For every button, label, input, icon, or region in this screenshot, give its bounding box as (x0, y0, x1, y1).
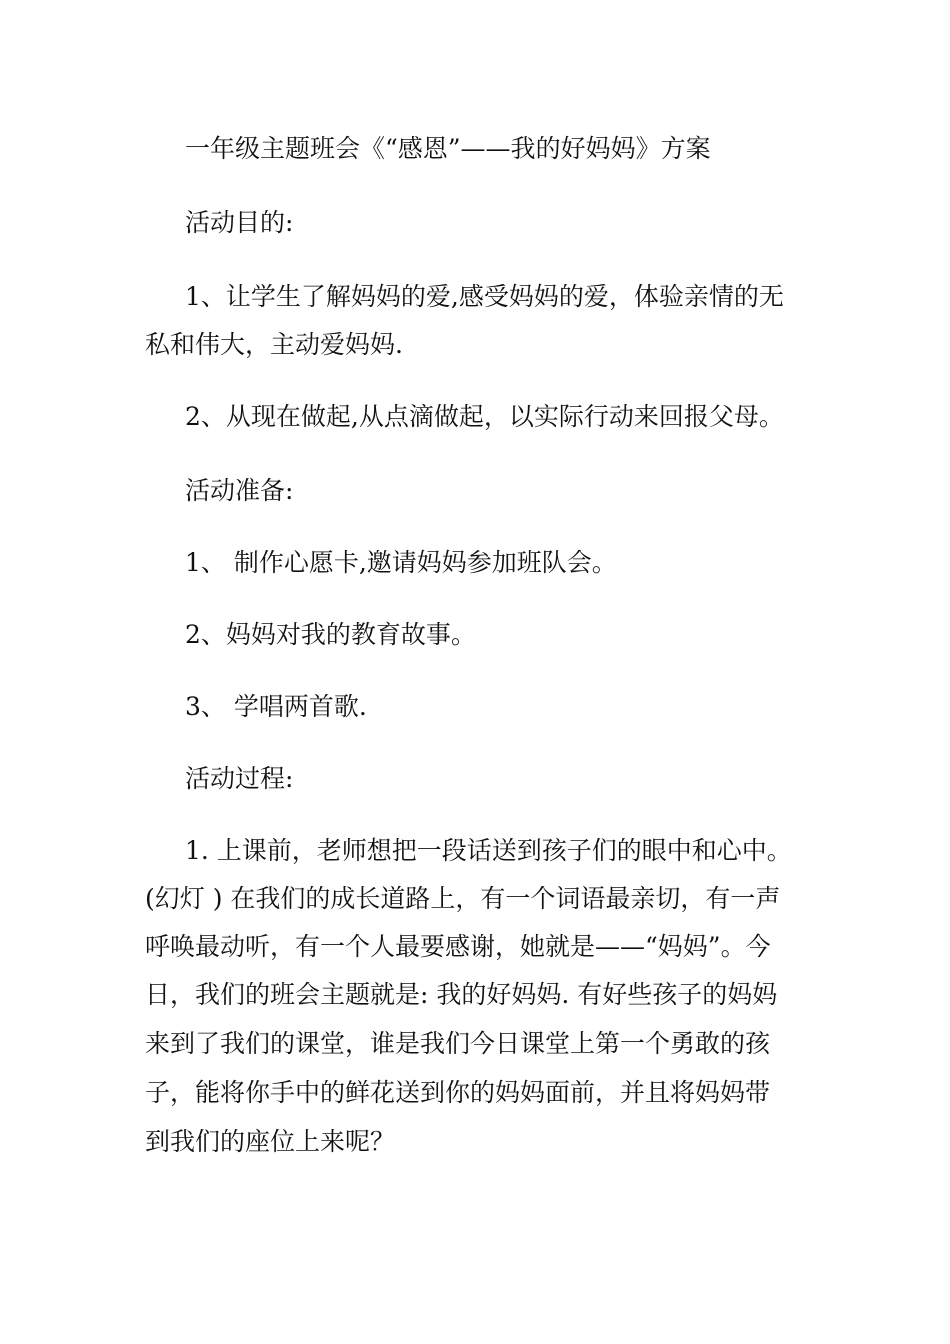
process-1-line-2: (幻灯 ) 在我们的成长道路上，有一个词语最亲切，有一声 (145, 884, 781, 913)
process-1-line-1: 1. 上课前，老师想把一段话送到孩子们的眼中和心中。 (185, 836, 792, 865)
process-heading: 活动过程: (185, 764, 294, 793)
prep-2: 2、妈妈对我的教育故事。 (185, 620, 476, 649)
goal-2: 2、从现在做起,从点滴做起，以实际行动来回报父母。 (185, 402, 784, 431)
process-1-line-6: 子，能将你手中的鲜花送到你的妈妈面前，并且将妈妈带 (145, 1078, 771, 1107)
process-1-line-3: 呼唤最动听，有一个人最要感谢，她就是——“妈妈”。今 (145, 932, 771, 961)
process-1-line-5: 来到了我们的课堂，谁是我们今日课堂上第一个勇敢的孩 (145, 1029, 771, 1058)
goal-1-line-2: 私和伟大，主动爱妈妈. (145, 330, 403, 359)
prep-3: 3、 学唱两首歌. (185, 692, 367, 721)
prep-heading: 活动准备: (185, 476, 294, 505)
goal-heading: 活动目的: (185, 208, 294, 237)
process-1-line-7: 到我们的座位上来呢？ (145, 1127, 396, 1156)
document-title: 一年级主题班会《“感恩”——我的好妈妈》方案 (185, 134, 711, 163)
goal-1-line-1: 1、让学生了解妈妈的爱,感受妈妈的爱，体验亲情的无 (185, 282, 784, 311)
process-1-line-4: 日，我们的班会主题就是: 我的好妈妈. 有好些孩子的妈妈 (145, 980, 778, 1009)
prep-1: 1、 制作心愿卡,邀请妈妈参加班队会。 (185, 548, 617, 577)
